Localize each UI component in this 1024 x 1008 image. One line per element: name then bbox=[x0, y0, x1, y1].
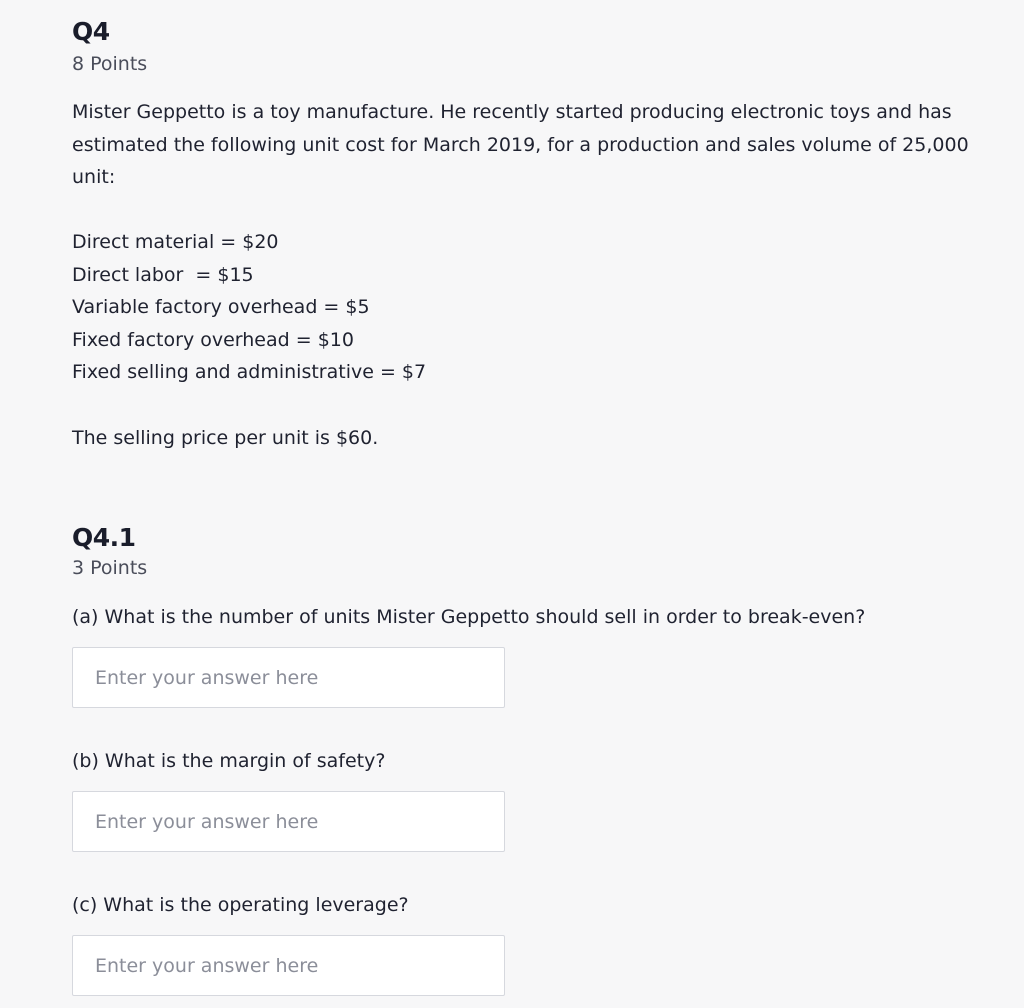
answer-input-c[interactable] bbox=[72, 935, 505, 996]
question-title: Q4 bbox=[72, 17, 110, 46]
question-b-label: (b) What is the margin of safety? bbox=[72, 750, 386, 772]
answer-input-a[interactable] bbox=[72, 647, 505, 708]
description-line: Mister Geppetto is a toy manufacture. He recently started producing electronic toys and has bbox=[72, 101, 952, 123]
question-description bbox=[72, 96, 972, 194]
description-line: estimated the following unit cost for March 2019, for a production and sales volume of 25,000 bbox=[72, 133, 969, 156]
question-a-label: (a) What is the number of units Mister Geppetto should sell in order to break-even? bbox=[72, 606, 866, 628]
answer-input-b[interactable] bbox=[72, 791, 505, 852]
cost-item-direct-material: Direct material = $20 bbox=[72, 231, 279, 253]
subquestion-points: 3 Points bbox=[72, 557, 148, 579]
selling-price-text: The selling price per unit is $60. bbox=[72, 427, 379, 449]
cost-item-fixed-selling-admin: Fixed selling and administrative = $7 bbox=[72, 361, 427, 383]
question-points: 8 Points bbox=[72, 53, 148, 75]
cost-item-direct-labor: Direct labor = $15 bbox=[72, 263, 254, 286]
cost-item-fixed-overhead: Fixed factory overhead = $10 bbox=[72, 328, 354, 351]
subquestion-title: Q4.1 bbox=[72, 523, 136, 552]
description-line: unit: bbox=[72, 166, 116, 188]
unit-cost-list bbox=[72, 226, 426, 389]
question-c-label: (c) What is the operating leverage? bbox=[72, 894, 409, 916]
cost-item-variable-overhead: Variable factory overhead = $5 bbox=[72, 296, 370, 318]
